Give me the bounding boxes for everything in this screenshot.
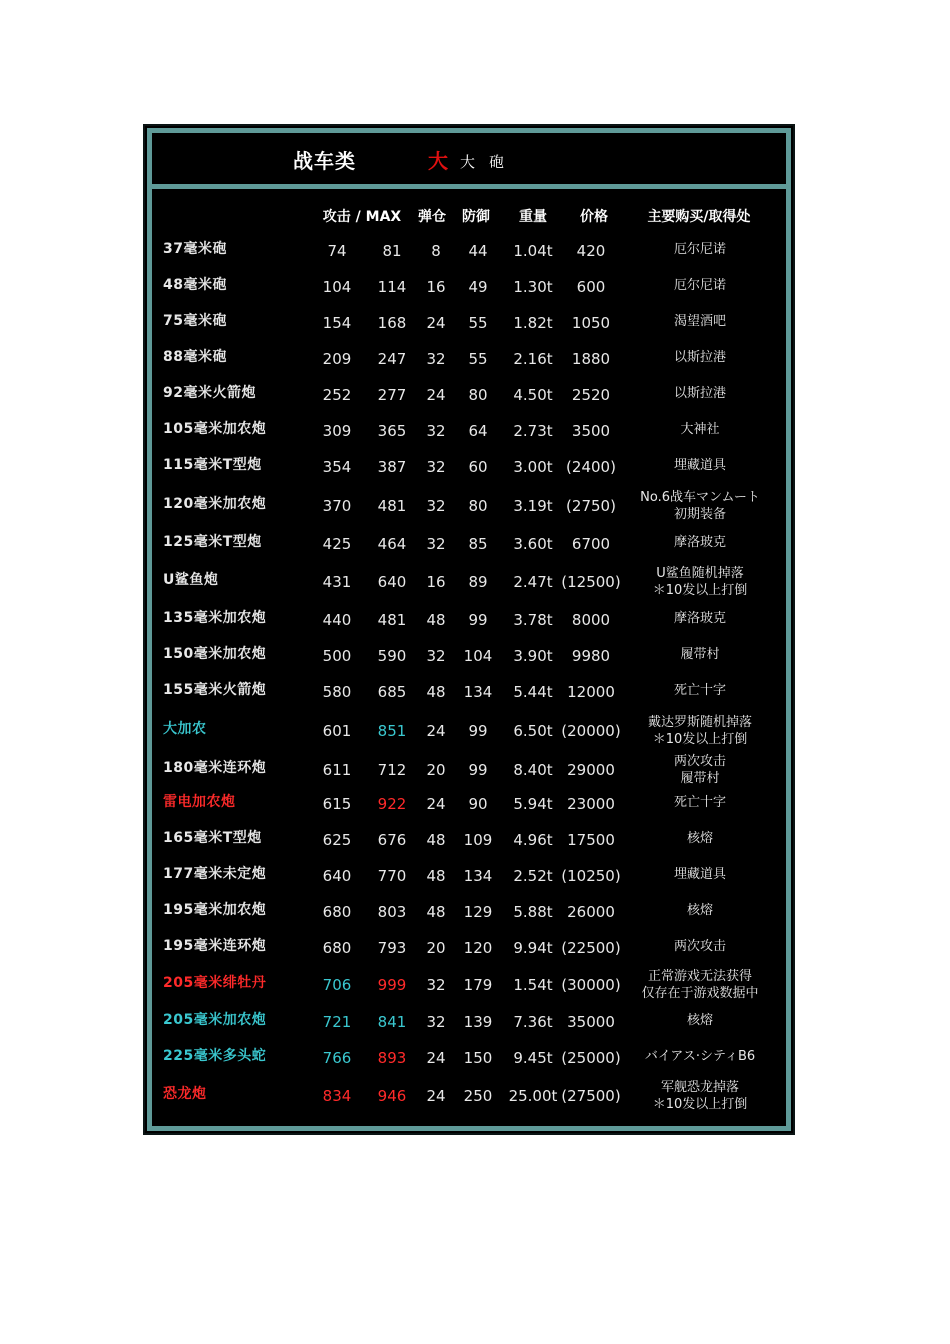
source-line: No.6战车マンムート bbox=[640, 490, 760, 505]
cell-atk: 680 bbox=[322, 903, 352, 921]
cell-ammo: 32 bbox=[426, 350, 446, 368]
cell-wt: 3.90t bbox=[513, 647, 553, 665]
cell-price: 2520 bbox=[571, 386, 611, 404]
cell-wt: 1.04t bbox=[513, 242, 553, 260]
cell-ammo: 24 bbox=[426, 314, 446, 332]
cell-ammo: 16 bbox=[426, 278, 446, 296]
source-line: 摩洛玻克 bbox=[673, 610, 726, 626]
source-line: 厄尔尼诺 bbox=[673, 277, 726, 293]
category-name: 大砲 bbox=[460, 152, 519, 171]
source-line: 核熔 bbox=[686, 902, 713, 918]
source-line: 戴达罗斯随机掉落 bbox=[647, 715, 752, 730]
cell-max: 770 bbox=[377, 867, 407, 885]
cell-ammo: 48 bbox=[426, 903, 446, 921]
cell-price: (2750) bbox=[566, 497, 616, 515]
cell-max: 277 bbox=[377, 386, 407, 404]
cell-price: (25000) bbox=[561, 1049, 621, 1067]
source-line: 军舰恐龙掉落 bbox=[660, 1080, 739, 1095]
cell-max: 676 bbox=[377, 831, 407, 849]
cell-wt: 1.30t bbox=[513, 278, 553, 296]
cell-atk: 209 bbox=[322, 350, 352, 368]
table-row bbox=[152, 270, 786, 304]
cell-wt: 3.78t bbox=[513, 611, 553, 629]
table-row bbox=[152, 859, 786, 893]
table-row bbox=[152, 895, 786, 929]
source-line: 正常游戏无法获得 bbox=[647, 969, 752, 984]
table-row bbox=[152, 675, 786, 709]
cell-def: 99 bbox=[468, 611, 488, 629]
weapon-name: 125毫米T型炮 bbox=[163, 534, 262, 550]
weapon-name: 150毫米加农炮 bbox=[163, 646, 267, 662]
weapon-name: 92毫米火箭炮 bbox=[163, 385, 256, 401]
cell-price: 8000 bbox=[571, 611, 611, 629]
cell-ammo: 48 bbox=[426, 683, 446, 701]
cell-price: (27500) bbox=[561, 1087, 621, 1105]
cell-atk: 440 bbox=[322, 611, 352, 629]
cell-atk: 640 bbox=[322, 867, 352, 885]
source-line: ＊10发以上打倒 bbox=[652, 732, 748, 747]
cell-def: 64 bbox=[468, 422, 488, 440]
cell-max: 712 bbox=[377, 761, 407, 779]
table-row bbox=[152, 787, 786, 821]
cell-wt: 1.54t bbox=[513, 976, 553, 994]
page-title: 战车类 bbox=[293, 149, 356, 173]
cell-price: (30000) bbox=[561, 976, 621, 994]
source-cell bbox=[622, 1079, 778, 1113]
table-row bbox=[152, 378, 786, 412]
source-cell bbox=[622, 277, 778, 294]
cell-wt: 8.40t bbox=[513, 761, 553, 779]
source-line: 初期装备 bbox=[673, 507, 726, 522]
source-cell bbox=[622, 794, 778, 811]
source-cell bbox=[622, 968, 778, 1002]
cell-wt: 3.19t bbox=[513, 497, 553, 515]
source-cell bbox=[622, 714, 778, 748]
cell-wt: 2.73t bbox=[513, 422, 553, 440]
cell-ammo: 32 bbox=[426, 647, 446, 665]
cell-atk: 500 bbox=[322, 647, 352, 665]
cell-max: 851 bbox=[377, 722, 407, 740]
cell-atk: 104 bbox=[322, 278, 352, 296]
cell-max: 841 bbox=[377, 1013, 407, 1031]
cell-ammo: 20 bbox=[426, 939, 446, 957]
cell-max: 168 bbox=[377, 314, 407, 332]
table-row bbox=[152, 639, 786, 673]
table-row bbox=[152, 450, 786, 484]
source-line: 核熔 bbox=[686, 830, 713, 846]
source-line: 以斯拉港 bbox=[673, 349, 726, 365]
weapon-name: 165毫米T型炮 bbox=[163, 830, 262, 846]
cell-def: 80 bbox=[468, 386, 488, 404]
source-line: 死亡十字 bbox=[673, 794, 726, 810]
cell-max: 793 bbox=[377, 939, 407, 957]
cell-price: 35000 bbox=[567, 1013, 615, 1031]
cell-ammo: 24 bbox=[426, 722, 446, 740]
weapon-name: 37毫米砲 bbox=[163, 241, 227, 257]
cell-atk: 309 bbox=[322, 422, 352, 440]
cell-price: 9980 bbox=[571, 647, 611, 665]
header-attack-max: 攻击 / MAX bbox=[322, 209, 402, 225]
cell-ammo: 24 bbox=[426, 386, 446, 404]
cell-max: 803 bbox=[377, 903, 407, 921]
cell-max: 685 bbox=[377, 683, 407, 701]
cell-atk: 425 bbox=[322, 535, 352, 553]
cell-wt: 2.16t bbox=[513, 350, 553, 368]
weapon-name: 195毫米加农炮 bbox=[163, 902, 267, 918]
cell-ammo: 20 bbox=[426, 761, 446, 779]
cell-def: 120 bbox=[463, 939, 493, 957]
cell-atk: 615 bbox=[322, 795, 352, 813]
cell-atk: 766 bbox=[322, 1049, 352, 1067]
source-line: 履带村 bbox=[680, 771, 720, 786]
cell-ammo: 32 bbox=[426, 497, 446, 515]
header-defense: 防御 bbox=[462, 209, 490, 225]
source-cell bbox=[622, 349, 778, 366]
source-cell bbox=[622, 457, 778, 474]
weapon-name: 180毫米连环炮 bbox=[163, 760, 267, 776]
source-cell bbox=[622, 489, 778, 523]
cell-ammo: 24 bbox=[426, 795, 446, 813]
cell-atk: 154 bbox=[322, 314, 352, 332]
cell-max: 893 bbox=[377, 1049, 407, 1067]
source-line: 死亡十字 bbox=[673, 682, 726, 698]
source-line: 大神社 bbox=[680, 421, 720, 437]
cell-price: 1050 bbox=[571, 314, 611, 332]
cell-ammo: 32 bbox=[426, 458, 446, 476]
source-line: 两次攻击 bbox=[673, 754, 726, 769]
cell-ammo: 16 bbox=[426, 573, 446, 591]
cell-price: (20000) bbox=[561, 722, 621, 740]
cell-atk: 611 bbox=[322, 761, 352, 779]
cell-def: 99 bbox=[468, 761, 488, 779]
source-cell bbox=[622, 938, 778, 955]
cell-atk: 680 bbox=[322, 939, 352, 957]
source-cell bbox=[622, 565, 778, 599]
weapon-name: 115毫米T型炮 bbox=[163, 457, 262, 473]
cell-def: 60 bbox=[468, 458, 488, 476]
cell-wt: 25.00t bbox=[508, 1087, 558, 1105]
weapon-name: 75毫米砲 bbox=[163, 313, 227, 329]
cell-atk: 370 bbox=[322, 497, 352, 515]
cell-wt: 4.50t bbox=[513, 386, 553, 404]
source-line: 仅存在于游戏数据中 bbox=[641, 986, 759, 1001]
cell-price: (10250) bbox=[561, 867, 621, 885]
cell-def: 90 bbox=[468, 795, 488, 813]
source-line: 渴望酒吧 bbox=[673, 313, 726, 329]
source-cell bbox=[622, 646, 778, 663]
weapon-name: 205毫米加农炮 bbox=[163, 1012, 267, 1028]
cell-atk: 601 bbox=[322, 722, 352, 740]
cell-def: 179 bbox=[463, 976, 493, 994]
cell-ammo: 32 bbox=[426, 976, 446, 994]
cell-wt: 2.52t bbox=[513, 867, 553, 885]
category-badge-icon: 大 bbox=[428, 149, 448, 173]
table-row bbox=[152, 1005, 786, 1039]
table-row bbox=[152, 968, 786, 1002]
weapon-rows bbox=[152, 133, 786, 1126]
source-cell bbox=[622, 385, 778, 402]
cell-atk: 252 bbox=[322, 386, 352, 404]
cell-wt: 3.60t bbox=[513, 535, 553, 553]
weapon-name: 177毫米未定炮 bbox=[163, 866, 267, 882]
source-line: 摩洛玻克 bbox=[673, 534, 726, 550]
source-line: 两次攻击 bbox=[673, 938, 726, 954]
source-cell bbox=[622, 534, 778, 551]
cell-wt: 5.94t bbox=[513, 795, 553, 813]
cell-def: 55 bbox=[468, 314, 488, 332]
weapon-name: 105毫米加农炮 bbox=[163, 421, 267, 437]
cell-wt: 6.50t bbox=[513, 722, 553, 740]
weapon-name: 155毫米火箭炮 bbox=[163, 682, 267, 698]
source-cell bbox=[622, 866, 778, 883]
cell-ammo: 32 bbox=[426, 535, 446, 553]
cell-wt: 9.94t bbox=[513, 939, 553, 957]
cell-def: 44 bbox=[468, 242, 488, 260]
cell-wt: 7.36t bbox=[513, 1013, 553, 1031]
weapon-name: 205毫米绯牡丹 bbox=[163, 975, 267, 991]
source-line: 厄尔尼诺 bbox=[673, 241, 726, 257]
source-cell bbox=[622, 830, 778, 847]
cell-max: 640 bbox=[377, 573, 407, 591]
table-row bbox=[152, 414, 786, 448]
cell-atk: 74 bbox=[327, 242, 347, 260]
table-row bbox=[152, 565, 786, 599]
source-cell bbox=[622, 1048, 778, 1065]
cell-def: 99 bbox=[468, 722, 488, 740]
cell-max: 464 bbox=[377, 535, 407, 553]
cell-price: 1880 bbox=[571, 350, 611, 368]
cell-price: 26000 bbox=[567, 903, 615, 921]
cell-max: 481 bbox=[377, 611, 407, 629]
source-cell bbox=[622, 1012, 778, 1029]
cell-price: 3500 bbox=[571, 422, 611, 440]
cell-def: 150 bbox=[463, 1049, 493, 1067]
weapon-name: 48毫米砲 bbox=[163, 277, 227, 293]
source-line: 埋藏道具 bbox=[673, 866, 726, 882]
cell-max: 481 bbox=[377, 497, 407, 515]
cell-wt: 9.45t bbox=[513, 1049, 553, 1067]
header-price: 价格 bbox=[580, 209, 608, 225]
cell-ammo: 48 bbox=[426, 867, 446, 885]
cell-max: 247 bbox=[377, 350, 407, 368]
cell-ammo: 32 bbox=[426, 1013, 446, 1031]
weapon-name: 195毫米连环炮 bbox=[163, 938, 267, 954]
cell-def: 85 bbox=[468, 535, 488, 553]
table-row bbox=[152, 306, 786, 340]
cell-wt: 1.82t bbox=[513, 314, 553, 332]
panel-frame bbox=[147, 128, 791, 1131]
cell-price: 29000 bbox=[567, 761, 615, 779]
table-row bbox=[152, 342, 786, 376]
cell-def: 89 bbox=[468, 573, 488, 591]
table-row bbox=[152, 489, 786, 523]
cell-def: 104 bbox=[463, 647, 493, 665]
source-cell bbox=[622, 313, 778, 330]
cell-ammo: 48 bbox=[426, 611, 446, 629]
table-row bbox=[152, 234, 786, 268]
cell-max: 922 bbox=[377, 795, 407, 813]
cell-price: 12000 bbox=[567, 683, 615, 701]
cell-max: 999 bbox=[377, 976, 407, 994]
cell-max: 81 bbox=[382, 242, 402, 260]
table-row bbox=[152, 527, 786, 561]
table-row bbox=[152, 1079, 786, 1113]
cell-def: 250 bbox=[463, 1087, 493, 1105]
table-row bbox=[152, 1041, 786, 1075]
cell-price: 420 bbox=[576, 242, 606, 260]
cell-max: 590 bbox=[377, 647, 407, 665]
source-line: ＊10发以上打倒 bbox=[652, 1097, 748, 1112]
cell-atk: 721 bbox=[322, 1013, 352, 1031]
weapon-name: 135毫米加农炮 bbox=[163, 610, 267, 626]
cell-max: 387 bbox=[377, 458, 407, 476]
source-line: 核熔 bbox=[686, 1012, 713, 1028]
cell-wt: 3.00t bbox=[513, 458, 553, 476]
cell-price: 17500 bbox=[567, 831, 615, 849]
cell-ammo: 24 bbox=[426, 1049, 446, 1067]
cell-wt: 4.96t bbox=[513, 831, 553, 849]
source-line: 以斯拉港 bbox=[673, 385, 726, 401]
cell-price: (22500) bbox=[561, 939, 621, 957]
source-line: 埋藏道具 bbox=[673, 457, 726, 473]
table-row bbox=[152, 823, 786, 857]
header-weight: 重量 bbox=[519, 209, 547, 225]
cell-ammo: 48 bbox=[426, 831, 446, 849]
cell-ammo: 8 bbox=[431, 242, 441, 260]
table-row bbox=[152, 714, 786, 748]
cell-price: 600 bbox=[576, 278, 606, 296]
cell-ammo: 24 bbox=[426, 1087, 446, 1105]
cell-def: 134 bbox=[463, 867, 493, 885]
cell-price: (12500) bbox=[561, 573, 621, 591]
cell-atk: 625 bbox=[322, 831, 352, 849]
weapon-name: 大加农 bbox=[163, 721, 207, 737]
weapon-name: 225毫米多头蛇 bbox=[163, 1048, 267, 1064]
cell-price: 23000 bbox=[567, 795, 615, 813]
cell-wt: 5.88t bbox=[513, 903, 553, 921]
cell-def: 80 bbox=[468, 497, 488, 515]
cell-def: 55 bbox=[468, 350, 488, 368]
source-cell bbox=[622, 610, 778, 627]
cell-atk: 431 bbox=[322, 573, 352, 591]
source-line: 履带村 bbox=[680, 646, 720, 662]
cell-price: (2400) bbox=[566, 458, 616, 476]
source-line: ＊10发以上打倒 bbox=[652, 583, 748, 598]
header-source: 主要购买/取得处 bbox=[647, 209, 751, 225]
table-row bbox=[152, 603, 786, 637]
cell-wt: 2.47t bbox=[513, 573, 553, 591]
weapon-name: 120毫米加农炮 bbox=[163, 496, 267, 512]
source-line: U鲨鱼随机掉落 bbox=[656, 566, 744, 581]
cell-def: 109 bbox=[463, 831, 493, 849]
cell-def: 139 bbox=[463, 1013, 493, 1031]
weapon-name: 恐龙炮 bbox=[163, 1086, 207, 1102]
source-cell bbox=[622, 753, 778, 787]
source-cell bbox=[622, 902, 778, 919]
weapon-name: U鲨鱼炮 bbox=[163, 572, 219, 588]
cell-atk: 706 bbox=[322, 976, 352, 994]
source-cell bbox=[622, 421, 778, 438]
cell-max: 365 bbox=[377, 422, 407, 440]
cell-price: 6700 bbox=[571, 535, 611, 553]
cell-max: 114 bbox=[377, 278, 407, 296]
source-cell bbox=[622, 241, 778, 258]
source-line: バイアス·シティB6 bbox=[644, 1048, 756, 1064]
cell-atk: 354 bbox=[322, 458, 352, 476]
cell-def: 49 bbox=[468, 278, 488, 296]
weapon-name: 雷电加农炮 bbox=[163, 794, 236, 810]
table-row bbox=[152, 931, 786, 965]
cell-max: 946 bbox=[377, 1087, 407, 1105]
cell-atk: 834 bbox=[322, 1087, 352, 1105]
cell-def: 134 bbox=[463, 683, 493, 701]
cell-atk: 580 bbox=[322, 683, 352, 701]
header-ammo: 弹仓 bbox=[418, 209, 446, 225]
weapon-table-panel bbox=[143, 124, 795, 1135]
source-cell bbox=[622, 682, 778, 699]
cell-ammo: 32 bbox=[426, 422, 446, 440]
cell-wt: 5.44t bbox=[513, 683, 553, 701]
weapon-name: 88毫米砲 bbox=[163, 349, 227, 365]
cell-def: 129 bbox=[463, 903, 493, 921]
table-row bbox=[152, 753, 786, 787]
